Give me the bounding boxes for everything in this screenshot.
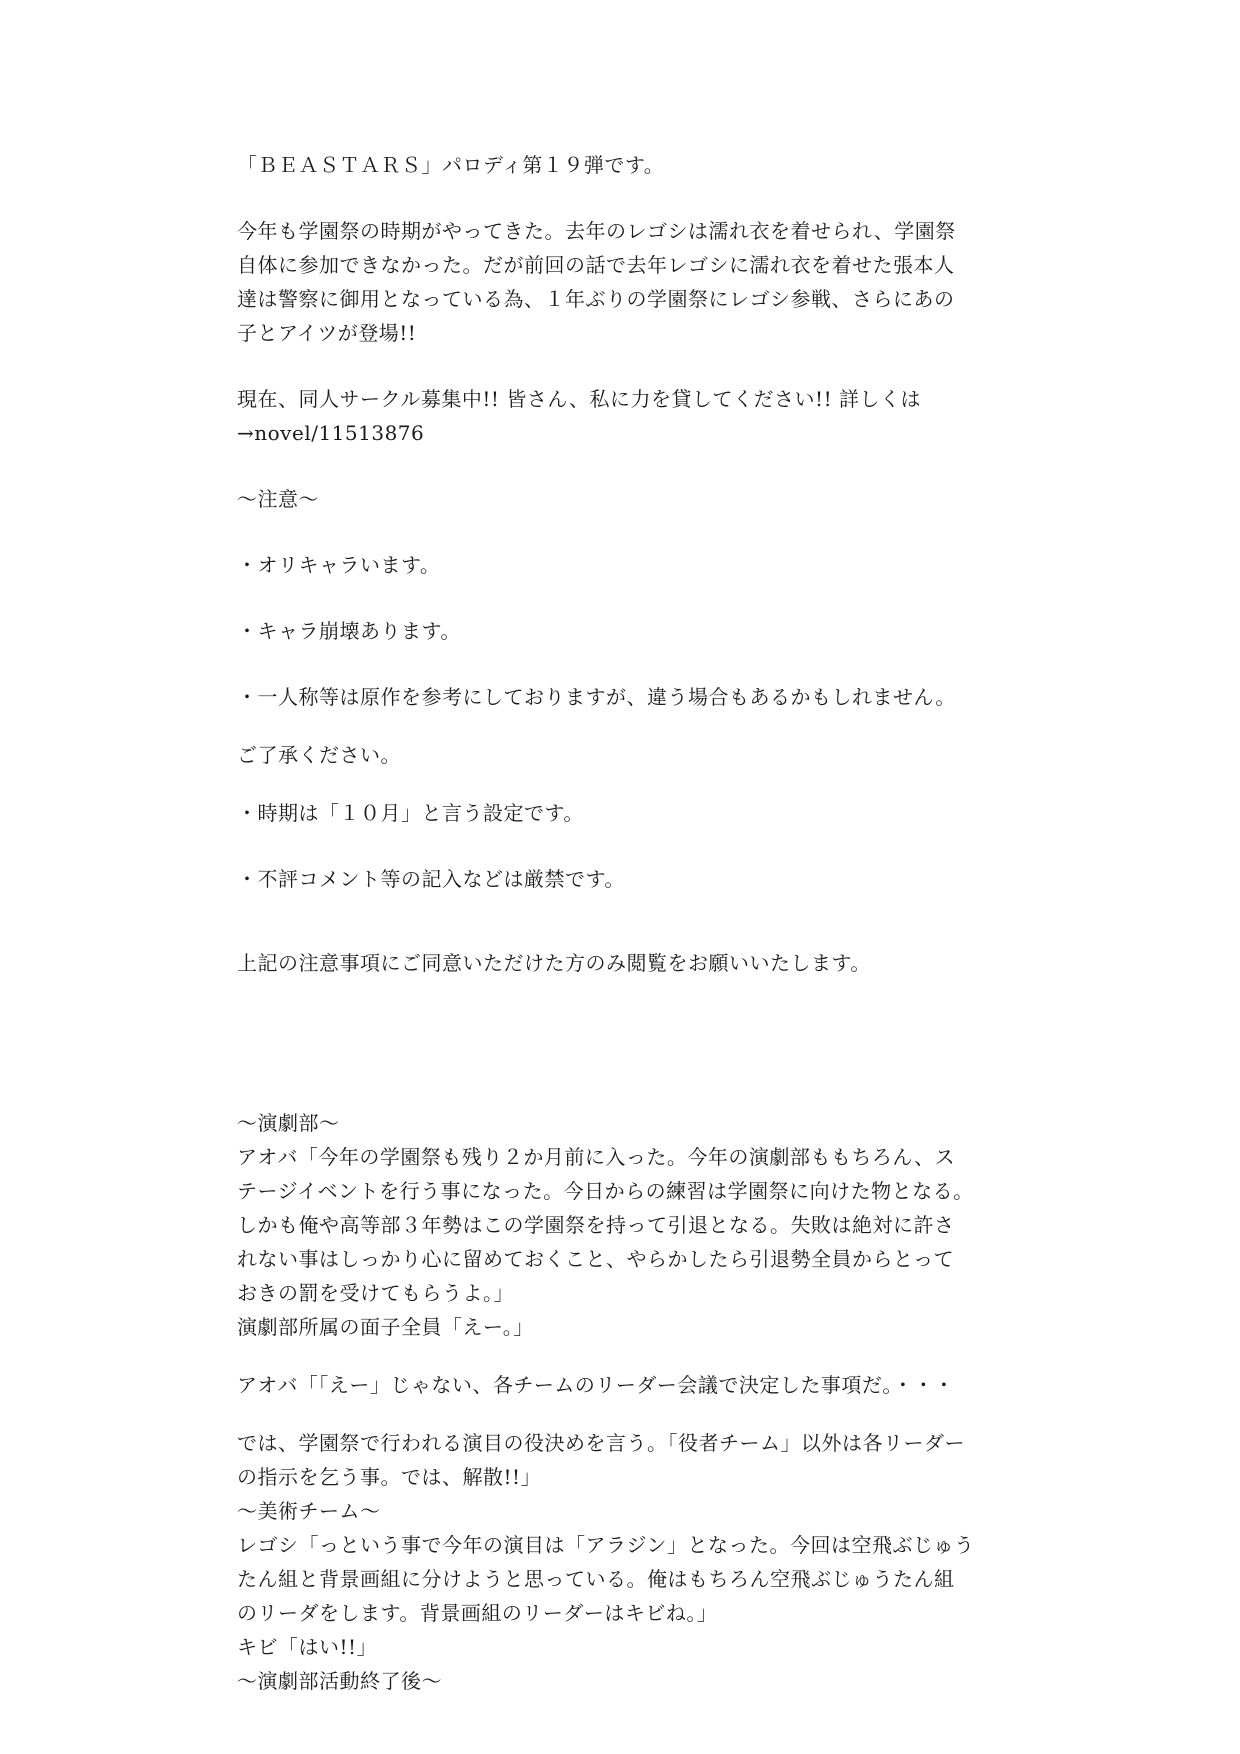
dialogue-line: 演劇部所属の面子全員「えー。」 [237, 1315, 534, 1339]
dialogue-line: レゴシ「っという事で今年の演目は「アラジン」となった。今回は空飛ぶじゅう [237, 1533, 975, 1557]
scene-heading: ～美術チーム～ [237, 1499, 381, 1523]
summary-line: 達は警察に御用となっている為、１年ぶりの学園祭にレゴシ参戦、さらにあの [237, 287, 955, 311]
dialogue-line: の指示を乞う事。では、解散!!」 [237, 1465, 542, 1489]
dialogue-line: キビ「はい!!」 [237, 1635, 378, 1659]
dialogue-line: れない事はしっかり心に留めておくこと、やらかしたら引退勢全員からとって [237, 1247, 955, 1271]
spacer [237, 772, 1007, 796]
spacer [237, 1402, 1007, 1426]
notice-item: ・キャラ崩壊あります。 [237, 619, 461, 643]
consent-line: 上記の注意事項にご同意いただけた方のみ閲覧をお願いいたします。 [237, 951, 871, 975]
spacer [237, 516, 1007, 548]
notice-item: ・一人称等は原作を参考にしておりますが、違う場合もあるかもしれません。 [237, 685, 956, 709]
spacer [237, 1344, 1007, 1368]
dialogue-line: アオバ「「えー」じゃない、各チームのリーダー会議で決定した事項だ。・・・ [237, 1373, 955, 1397]
story-paragraph [237, 1426, 1007, 1698]
notice-heading: ～注意～ [237, 487, 319, 511]
notice-item: ・時期は「１０月」と言う設定です。 [237, 801, 584, 825]
spacer [237, 582, 1007, 614]
story-paragraph [237, 1140, 1007, 1344]
spacer [237, 980, 1007, 1106]
summary-paragraph [237, 214, 1007, 350]
notice-item: ・不評コメント等の記入などは厳禁です。 [237, 867, 625, 891]
spacer [237, 350, 1007, 382]
summary-line: 自体に参加できなかった。だが前回の話で去年レゴシに濡れ衣を着せた張本人 [237, 253, 955, 277]
dialogue-line: のリーダをします。背景画組のリーダーはキビね。」 [237, 1601, 718, 1625]
document-page [237, 148, 1007, 1698]
spacer [237, 830, 1007, 862]
dialogue-line: アオバ「今年の学園祭も残り２か月前に入った。今年の演劇部ももちろん、ス [237, 1145, 956, 1169]
dialogue-line: たん組と背景画組に分けようと思っている。俺はもちろん空飛ぶじゅうたん組 [237, 1567, 955, 1591]
recruit-paragraph [237, 382, 1007, 450]
summary-line: 子とアイツが登場!! [237, 321, 417, 345]
spacer [237, 450, 1007, 482]
scene-heading: ～演劇部活動終了後～ [237, 1669, 442, 1693]
dialogue-line: しかも俺や高等部３年勢はこの学園祭を持って引退となる。失敗は絶対に許さ [237, 1213, 955, 1237]
dialogue-line: では、学園祭で行われる演目の役決めを言う。「役者チーム」以外は各リーダー [237, 1431, 965, 1455]
spacer [237, 714, 1007, 738]
dialogue-line: おきの罰を受けてもらうよ。」 [237, 1281, 514, 1305]
spacer [237, 182, 1007, 214]
notice-item: ・オリキャラいます。 [237, 553, 441, 577]
spacer [237, 896, 1007, 946]
spacer [237, 648, 1007, 680]
scene-heading: ～演劇部～ [237, 1111, 340, 1135]
dialogue-line: テージイベントを行う事になった。今日からの練習は学園祭に向けた物となる。 [237, 1179, 974, 1203]
intro-line: 「ＢＥＡＳＴＡＲＳ」パロディ第１９弾です。 [237, 153, 665, 177]
recruit-link: →novel/11513876 [237, 421, 425, 445]
summary-line: 今年も学園祭の時期がやってきた。去年のレゴシは濡れ衣を着せられ、学園祭 [237, 219, 956, 243]
notice-item-continued: ご了承ください。 [237, 743, 401, 767]
recruit-line: 現在、同人サークル募集中!! 皆さん、私に力を貸してください!! 詳しくは [237, 387, 921, 411]
